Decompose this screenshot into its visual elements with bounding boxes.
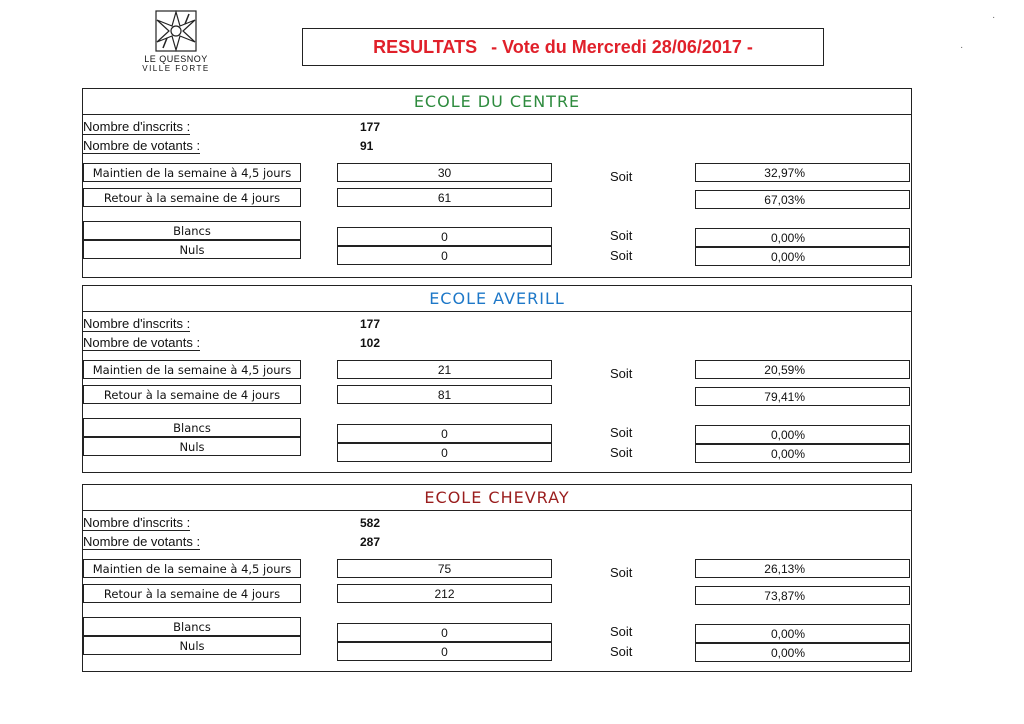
- retour-label: Retour à la semaine de 4 jours: [83, 188, 301, 207]
- school-section: [82, 88, 912, 278]
- maintien-percent: 26,13%: [695, 559, 910, 578]
- inscrits-value: 177: [360, 120, 381, 134]
- retour-percent: 67,03%: [695, 190, 910, 209]
- school-section: [82, 285, 912, 473]
- soit-label: Soit: [610, 445, 633, 460]
- page-title: [302, 28, 824, 66]
- nuls-label: Nuls: [83, 240, 301, 259]
- soit-label: Soit: [610, 624, 633, 639]
- maintien-count: 21: [337, 360, 552, 379]
- inscrits-value: 582: [360, 516, 381, 530]
- logo-town-name: LE QUESNOY: [144, 54, 208, 64]
- soit-label: Soit: [610, 228, 633, 243]
- inscrits-label: Nombre d'inscrits :: [83, 316, 191, 331]
- soit-label: Soit: [610, 565, 633, 580]
- votants-value: 287: [360, 535, 381, 549]
- blancs-label: Blancs: [83, 418, 301, 437]
- nuls-percent: 0,00%: [695, 444, 910, 463]
- scan-dot: ·: [960, 42, 964, 53]
- nuls-percent: 0,00%: [695, 643, 910, 662]
- blancs-count: 0: [337, 623, 552, 642]
- nuls-count: 0: [337, 642, 552, 661]
- retour-count: 81: [337, 385, 552, 404]
- school-section: [82, 484, 912, 672]
- star-emblem-icon: [153, 8, 199, 54]
- retour-count: 61: [337, 188, 552, 207]
- title-resultats: RESULTATS: [373, 36, 478, 57]
- inscrits-value: 177: [360, 317, 381, 331]
- nuls-count: 0: [337, 246, 552, 265]
- title-vote-date: - Vote du Mercredi 28/06/2017 -: [491, 36, 753, 57]
- votants-label: Nombre de votants :: [83, 335, 201, 350]
- blancs-label: Blancs: [83, 221, 301, 240]
- maintien-percent: 20,59%: [695, 360, 910, 379]
- retour-percent: 73,87%: [695, 586, 910, 605]
- nuls-label: Nuls: [83, 437, 301, 456]
- blancs-count: 0: [337, 227, 552, 246]
- votants-label: Nombre de votants :: [83, 138, 201, 153]
- maintien-percent: 32,97%: [695, 163, 910, 182]
- soit-label: Soit: [610, 366, 633, 381]
- school-name: ECOLE DU CENTRE: [83, 89, 911, 115]
- nuls-label: Nuls: [83, 636, 301, 655]
- maintien-label: Maintien de la semaine à 4,5 jours: [83, 360, 301, 379]
- logo-subtitle: VILLE FORTE: [142, 64, 210, 73]
- maintien-count: 75: [337, 559, 552, 578]
- nuls-count: 0: [337, 443, 552, 462]
- soit-label: Soit: [610, 248, 633, 263]
- votants-value: 102: [360, 336, 381, 350]
- blancs-percent: 0,00%: [695, 425, 910, 444]
- votants-value: 91: [360, 139, 374, 153]
- school-name: ECOLE AVERILL: [83, 286, 911, 312]
- soit-label: Soit: [610, 425, 633, 440]
- soit-label: Soit: [610, 169, 633, 184]
- maintien-label: Maintien de la semaine à 4,5 jours: [83, 163, 301, 182]
- maintien-count: 30: [337, 163, 552, 182]
- blancs-count: 0: [337, 424, 552, 443]
- scan-dot: ·: [992, 12, 996, 23]
- maintien-label: Maintien de la semaine à 4,5 jours: [83, 559, 301, 578]
- nuls-percent: 0,00%: [695, 247, 910, 266]
- blancs-label: Blancs: [83, 617, 301, 636]
- retour-label: Retour à la semaine de 4 jours: [83, 385, 301, 404]
- retour-percent: 79,41%: [695, 387, 910, 406]
- blancs-percent: 0,00%: [695, 624, 910, 643]
- retour-label: Retour à la semaine de 4 jours: [83, 584, 301, 603]
- retour-count: 212: [337, 584, 552, 603]
- inscrits-label: Nombre d'inscrits :: [83, 119, 191, 134]
- school-name: ECOLE CHEVRAY: [83, 485, 911, 511]
- votants-label: Nombre de votants :: [83, 534, 201, 549]
- inscrits-label: Nombre d'inscrits :: [83, 515, 191, 530]
- soit-label: Soit: [610, 644, 633, 659]
- blancs-percent: 0,00%: [695, 228, 910, 247]
- town-logo: [128, 8, 224, 78]
